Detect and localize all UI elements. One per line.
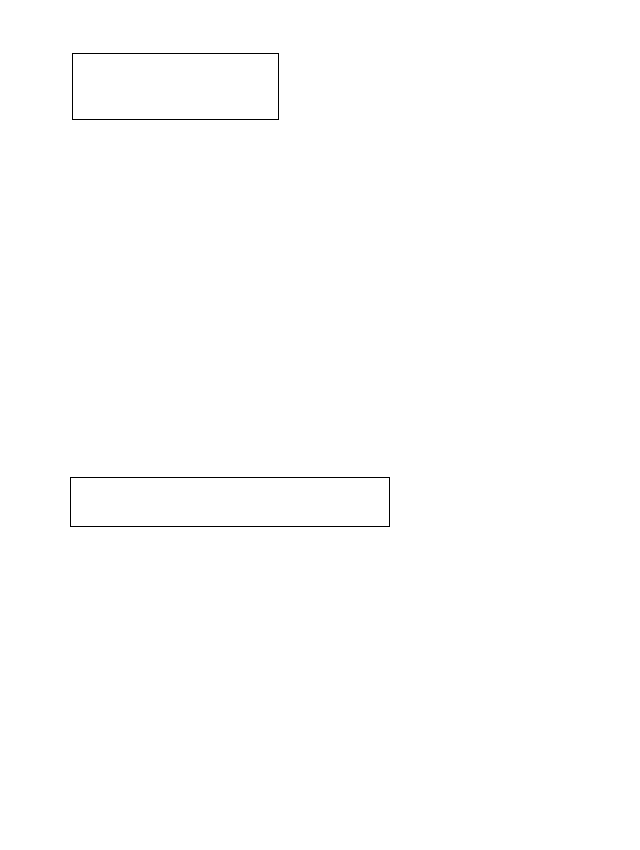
legend-item-climatology	[73, 99, 278, 119]
legend-item-observed-rain	[71, 482, 389, 502]
daily-climatology-swatch	[82, 511, 119, 513]
legend-item-negative-anomalies	[73, 79, 278, 99]
observed-rain-swatch	[82, 491, 119, 493]
top-legend	[72, 53, 279, 120]
negative-anomaly-swatch	[84, 86, 121, 93]
positive-anomaly-swatch	[84, 66, 121, 73]
climatology-line-swatch	[84, 108, 121, 110]
legend-item-positive-anomalies	[73, 59, 278, 79]
legend-item-daily-climatology	[71, 502, 389, 522]
bottom-legend	[70, 477, 390, 527]
